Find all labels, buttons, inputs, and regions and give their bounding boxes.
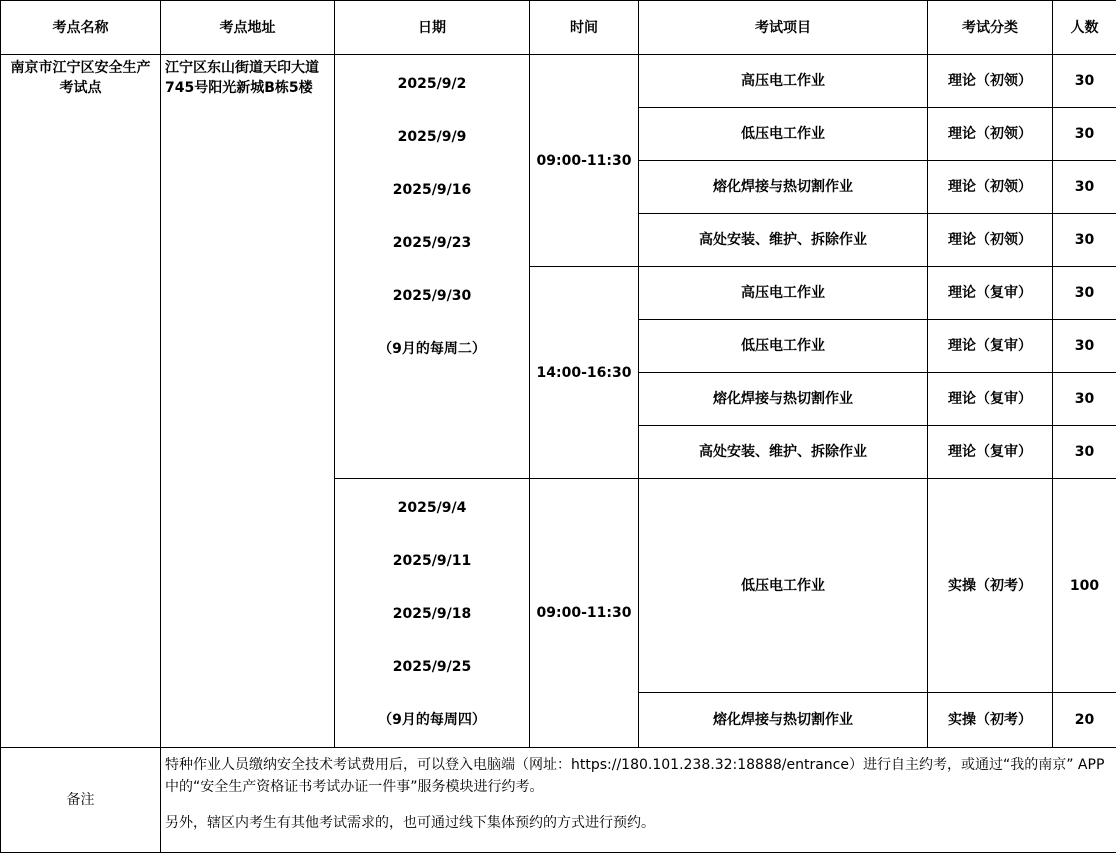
exam-category-cell: 理论（复审）: [928, 267, 1053, 320]
count-cell: 20: [1053, 693, 1116, 748]
exam-project-cell: 高处安装、维护、拆除作业: [639, 426, 928, 479]
exam-project-cell: 熔化焊接与热切割作业: [639, 161, 928, 214]
exam-project-cell: 高压电工作业: [639, 55, 928, 108]
exam-project-cell: 低压电工作业: [639, 479, 928, 693]
date-item: 2025/9/9: [398, 111, 467, 164]
site-name-cell: 南京市江宁区安全生产考试点: [1, 55, 161, 748]
header-exam-category: 考试分类: [928, 1, 1053, 55]
header-row: [1, 1, 1116, 55]
exam-category-cell: 实操（初考）: [928, 693, 1053, 748]
count-cell: 30: [1053, 373, 1116, 426]
exam-category-cell: 理论（初领）: [928, 161, 1053, 214]
exam-project-cell: 熔化焊接与热切割作业: [639, 693, 928, 748]
date-item: 2025/9/11: [393, 535, 471, 588]
table-row: [1, 55, 1116, 108]
notes-row: [1, 748, 1116, 853]
date-list-tuesday: [335, 55, 530, 479]
exam-category-cell: 实操（初考）: [928, 479, 1053, 693]
date-item: （9月的每周四）: [378, 694, 486, 747]
count-cell: 100: [1053, 479, 1116, 693]
exam-project-cell: 高压电工作业: [639, 267, 928, 320]
exam-project-cell: 高处安装、维护、拆除作业: [639, 214, 928, 267]
header-count: 人数: [1053, 1, 1116, 55]
exam-category-cell: 理论（复审）: [928, 373, 1053, 426]
header-site-address: 考点地址: [161, 1, 335, 55]
date-item: 2025/9/4: [398, 482, 467, 535]
date-item: 2025/9/16: [393, 164, 471, 217]
notes-content: [161, 748, 1116, 853]
count-cell: 30: [1053, 214, 1116, 267]
date-item: 2025/9/2: [398, 58, 467, 111]
count-cell: 30: [1053, 320, 1116, 373]
time-cell-thursday: 09:00-11:30: [530, 479, 639, 748]
date-list-thursday: [335, 479, 530, 748]
header-date: 日期: [335, 1, 530, 55]
count-cell: 30: [1053, 161, 1116, 214]
notes-line-booking: 特种作业人员缴纳安全技术考试费用后，可以登入电脑端（网址：https://180.101.238.32:18888/entrance）进行自主约考，或通过“我的南京” APP中的“安全生产资格证书考试办证一件事”服务模块进行约考。: [165, 754, 1112, 798]
header-exam-project: 考试项目: [639, 1, 928, 55]
date-item: 2025/9/18: [393, 588, 471, 641]
time-cell-afternoon: 14:00-16:30: [530, 267, 639, 479]
count-cell: 30: [1053, 55, 1116, 108]
exam-category-cell: 理论（初领）: [928, 108, 1053, 161]
date-item: 2025/9/25: [393, 641, 471, 694]
notes-line-offline: 另外，辖区内考生有其他考试需求的，也可通过线下集体预约的方式进行预约。: [165, 812, 1112, 834]
exam-category-cell: 理论（复审）: [928, 426, 1053, 479]
header-time: 时间: [530, 1, 639, 55]
count-cell: 30: [1053, 108, 1116, 161]
header-site-name: 考点名称: [1, 1, 161, 55]
date-item: （9月的每周二）: [378, 323, 486, 376]
count-cell: 30: [1053, 267, 1116, 320]
exam-project-cell: 熔化焊接与热切割作业: [639, 373, 928, 426]
time-cell-morning: 09:00-11:30: [530, 55, 639, 267]
exam-project-cell: 低压电工作业: [639, 108, 928, 161]
date-item: 2025/9/30: [393, 270, 471, 323]
exam-category-cell: 理论（复审）: [928, 320, 1053, 373]
count-cell: 30: [1053, 426, 1116, 479]
date-item: 2025/9/23: [393, 217, 471, 270]
site-address-cell: 江宁区东山街道天印大道745号阳光新城B栋5楼: [161, 55, 335, 748]
exam-category-cell: 理论（初领）: [928, 214, 1053, 267]
exam-category-cell: 理论（初领）: [928, 55, 1053, 108]
exam-project-cell: 低压电工作业: [639, 320, 928, 373]
notes-label: 备注: [1, 748, 161, 853]
